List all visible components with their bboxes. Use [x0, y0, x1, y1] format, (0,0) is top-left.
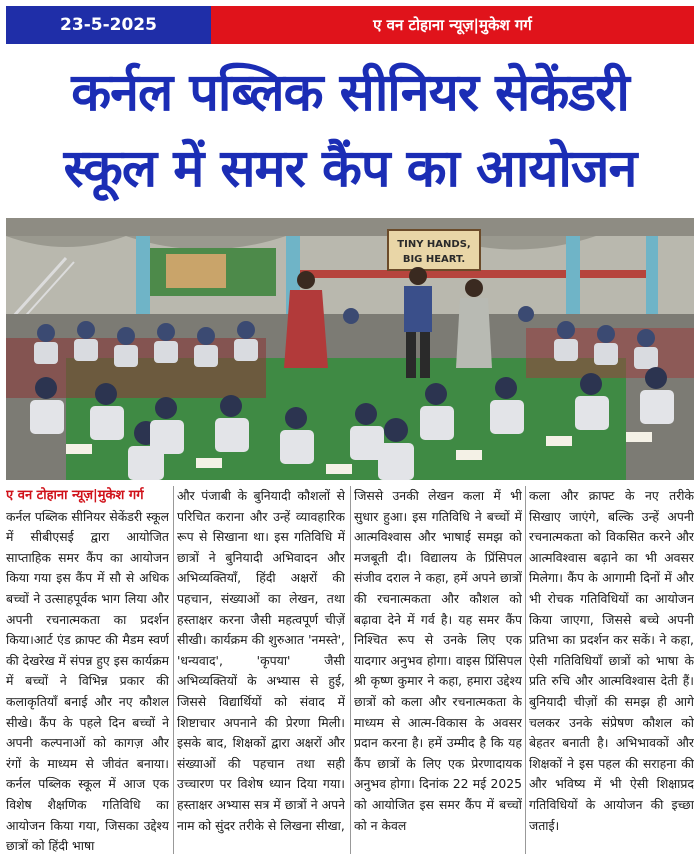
column-divider [173, 486, 174, 854]
article-column-4 [529, 486, 694, 856]
article-text-col1: कर्नल पब्लिक सीनियर सेकेंडरी स्कूल में सीबीएसई द्वारा आयोजित साप्ताहिक समर कैंप का आयोजन किया गया इस कैंप में सौ से अधिक बच्चों ने उत्साहपूर्वक भाग लिया और अपनी रचनात्मकता का प्रदर्शन किया।आर्ट एंड क्राफ्ट की मैडम स्वर्ण की देखरेख में संपन्न हुए इस कार्यक्रम में बच्चों ने विभिन्न प्रकार की कलाकृतियाँ बनाई और नए कौशल सीखे। कैंप के पहले दिन बच्चों ने अपनी कल्पनाओं को कागज़ और रंगों के माध्यम से जीवंत बनाया। कर्नल पब्लिक स्कूल में आज एक विशेष शैक्षणिक गतिविधि का आयोजन किया गया, जिसका उद्देश्य छात्रों को हिंदी भाषा [6, 508, 169, 854]
banner-line-1: TINY HANDS, [397, 239, 471, 250]
article-text-col3: जिससे उनकी लेखन कला में भी सुधार हुआ। इस गतिविधि ने बच्चों में आत्मविश्वास और भाषाई समझ को मजबूती दी। विद्यालय के प्रिंसिपल संजीव दराल ने कहा, हमें अपने छात्रों की रचनात्मकता और कौशल को बढ़ावा देने में गर्व है। यह समर कैंप निश्चित रूप से उनके लिए एक यादगार अनुभव होगा। वाइस प्रिंसिपल श्री कृष्ण कुमार ने कहा, हमारा उद्देश्य छात्रों को कला और रचनात्मकता के माध्यम से आत्म-विकास के अवसर प्रदान करना है। हमें उम्मीद है कि यह कैंप छात्रों के लिए एक प्रेरणादायक अनुभव होगा। दिनांक 22 मई 2025 को आयोजित इस समर कैंप में बच्चों को न केवल [354, 488, 522, 833]
banner-line-2: BIG HEART. [402, 254, 466, 265]
article-text-col2: और पंजाबी के बुनियादी कौशलों से परिचित कराना और उन्हें व्यावहारिक रूप से सिखाना था। इस गतिविधि में छात्रों ने बुनियादी अभिवादन और अभिव्यक्तियाँ, हिंदी अक्षरों की पहचान, संख्याओं का लेखन, तथा हस्ताक्षर करना जैसी महत्वपूर्ण चीज़ें सीखी। कार्यक्रम की शुरुआत 'नमस्ते', 'धन्यवाद', 'कृपया' जैसी अभिव्यक्तियों के अभ्यास से हुई, जिससे विद्यार्थियों को संवाद में शिष्टाचार अपनाने की प्रेरणा मिली। इसके बाद, शिक्षकों द्वारा अक्षरों और संख्याओं की पहचान तथा सही उच्चारण पर विशेष ध्यान दिया गया। हस्ताक्षर अभ्यास सत्र में छात्रों ने अपने नाम को सुंदर तरीके से लिखना सीखा, [177, 488, 345, 833]
column-divider [525, 486, 526, 854]
headline-line-1: कर्नल पब्लिक सीनियर सेकेंडरी [71, 63, 629, 123]
date-badge: 23-5-2025 [6, 6, 211, 44]
article-column-2 [177, 486, 345, 856]
article-column-1 [6, 486, 169, 856]
news-photo [6, 218, 694, 480]
masthead-bar [6, 6, 694, 44]
column-divider [350, 486, 351, 854]
headline-line-2: स्कूल में समर कैंप का आयोजन [63, 139, 637, 199]
article-byline: ए वन टोहाना न्यूज़|मुकेश गर्ग [6, 488, 144, 503]
article-column-3 [354, 486, 522, 856]
article-text-col4: कला और क्राफ्ट के नए तरीके सिखाए जाएंगे, बल्कि उन्हें अपनी रचनात्मकता को विकसित करने और आत्मविश्वास बढ़ाने का भी अवसर मिलेगा। कैंप के आगामी दिनों में और भी रोचक गतिविधियों का आयोजन किया जाएगा, जिससे बच्चे अपनी प्रतिभा का प्रदर्शन कर सकें। ने कहा, ऐसी गतिविधियाँ छात्रों को भाषा के प्रति रुचि और आत्मविश्वास देती हैं। बुनियादी चीज़ों की समझ ही आगे चलकर उनके संप्रेषण कौशल को बेहतर बनाती है। अभिभावकों और शिक्षकों ने इस पहल की सराहना की और भविष्य में भी ऐसी शिक्षाप्रद गतिविधियों के आयोजन की इच्छा जताई। [529, 488, 694, 833]
source-badge: ए वन टोहाना न्यूज़|मुकेश गर्ग [211, 6, 694, 44]
